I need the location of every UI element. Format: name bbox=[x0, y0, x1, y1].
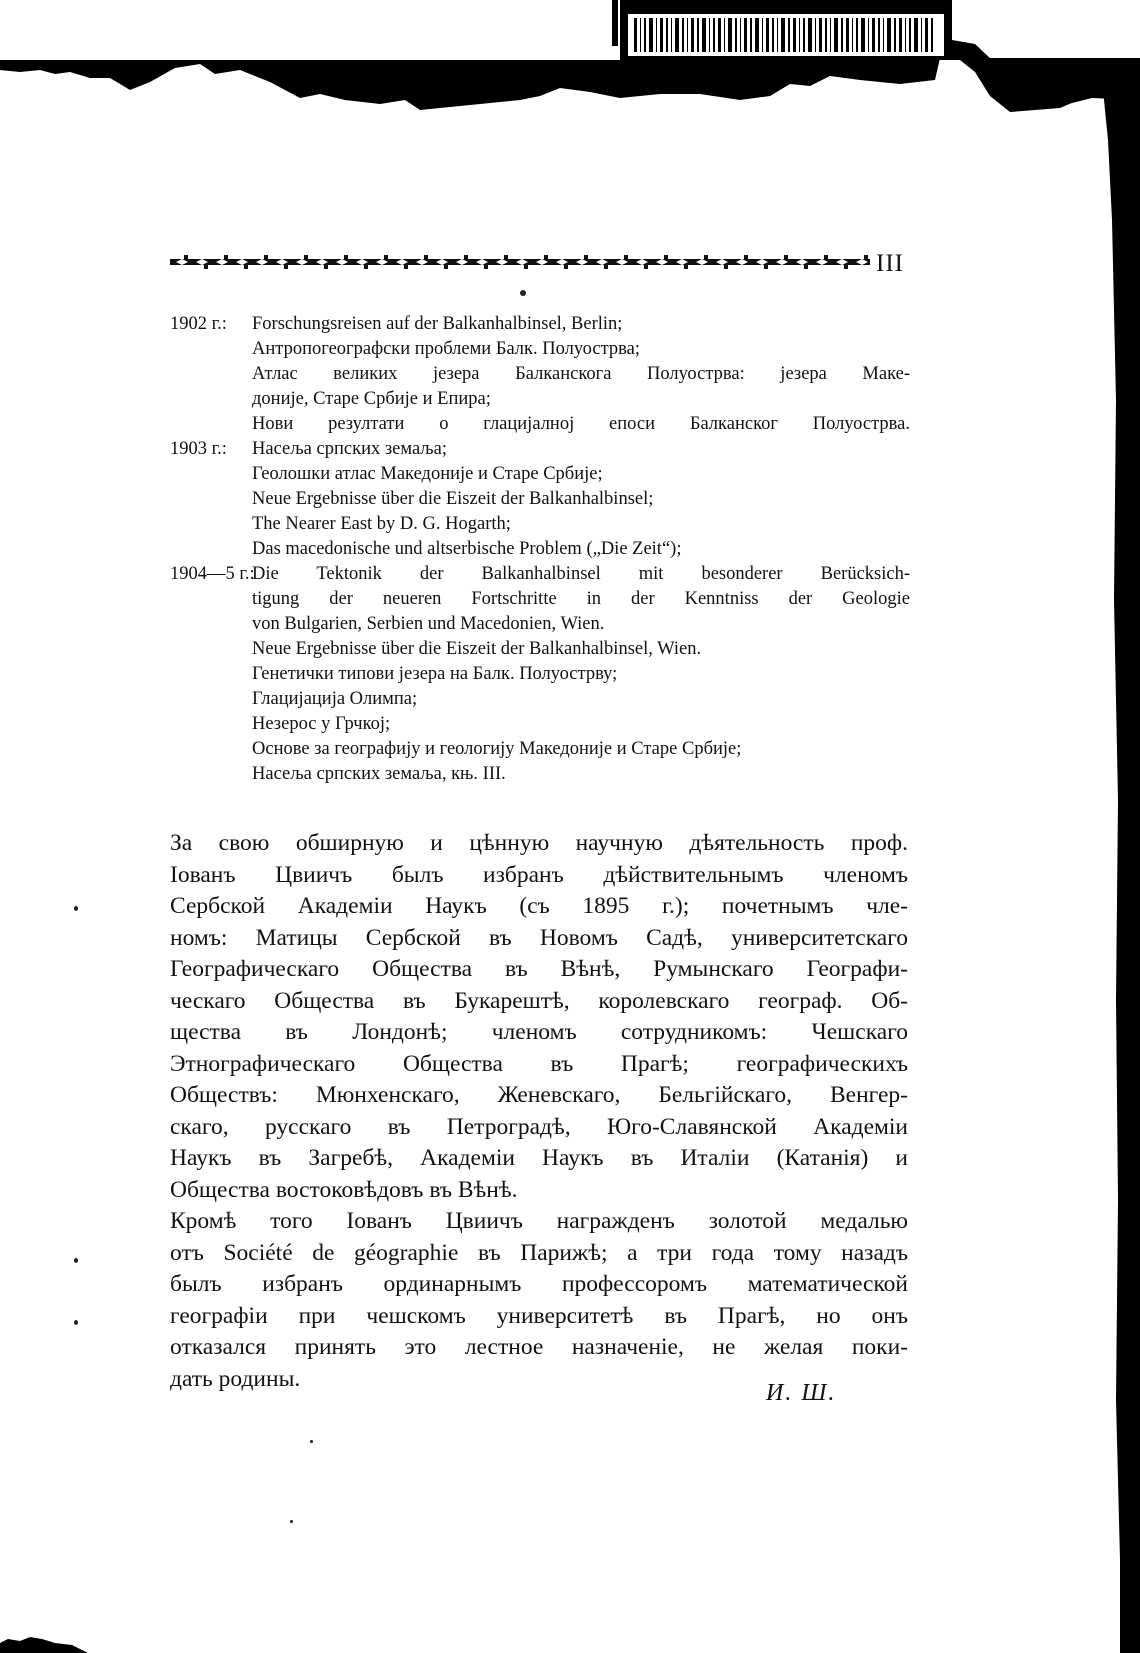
text-line: ческаго Общества въ Букарештѣ, королевскаго географ. Об- bbox=[170, 987, 908, 1014]
text-line: Географическаго Общества въ Вѣнѣ, Румынскаго Географи- bbox=[170, 956, 908, 982]
scan-edge-top bbox=[0, 0, 1140, 140]
bibliography-line: Атлас великих језера Балканскога Полуострва: језера Маке- bbox=[252, 364, 910, 384]
bibliography-line: Насеља српских земаља; bbox=[252, 439, 447, 459]
bibliography-works bbox=[252, 312, 910, 437]
text-line: отъ Société de géographie въ Парижѣ; а три года тому назадъ bbox=[170, 1239, 908, 1266]
bibliography-entry bbox=[170, 312, 910, 437]
bibliography-list bbox=[170, 312, 910, 787]
text-line: номъ: Матицы Сербской въ Новомъ Садѣ, университетскаго bbox=[170, 924, 908, 951]
paragraph-honors bbox=[170, 828, 908, 1206]
bibliography-line: Die Tektonik der Balkanhalbinsel mit besonderer Berücksich- bbox=[252, 564, 910, 584]
text-line: отказался принять это лестное назначеніе, не желая поки- bbox=[170, 1334, 908, 1360]
bibliography-line: von Bulgarien, Serbien und Macedonien, Wien. bbox=[252, 614, 605, 634]
text-line: Наукъ въ Загребѣ, Академіи Наукъ въ Италіи (Катанія) и bbox=[170, 1145, 908, 1171]
page-number: III bbox=[876, 250, 904, 277]
bibliography-line: Геолошки атлас Македоније и Старе Србије; bbox=[252, 464, 603, 484]
bibliography-line: Генетички типови језера на Балк. Полуострву; bbox=[252, 664, 618, 684]
paragraph-award bbox=[170, 1206, 908, 1395]
bibliography-entry bbox=[170, 437, 910, 562]
author-signature: И. Ш. bbox=[766, 1380, 837, 1406]
scan-speck bbox=[290, 1520, 293, 1523]
bibliography-line: Das macedonische und altserbische Problem („Die Zeit“); bbox=[252, 539, 682, 559]
bibliography-line: Neue Ergebnisse über die Eiszeit der Balkanhalbinsel; bbox=[252, 489, 654, 509]
bibliography-year: 1903 г.: bbox=[170, 439, 227, 459]
scan-speck bbox=[74, 1320, 78, 1325]
bibliography-line: tigung der neueren Fortschritte in der Kenntniss der Geologie bbox=[252, 589, 910, 609]
ornamental-rule bbox=[170, 254, 870, 270]
scan-speck bbox=[74, 1258, 78, 1263]
bibliography-line: Нови резултати о глацијалној епоси Балканског Полуострва. bbox=[252, 414, 910, 434]
scan-speck bbox=[520, 290, 526, 296]
text-line: щества въ Лондонѣ; членомъ сотрудникомъ: Чешскаго bbox=[170, 1019, 908, 1045]
scan-speck bbox=[310, 1440, 313, 1443]
text-line: дать родины. bbox=[170, 1365, 301, 1392]
bibliography-line: Насеља српских земаља, књ. III. bbox=[252, 764, 506, 784]
bibliography-line: Forschungsreisen auf der Balkanhalbinsel, Berlin; bbox=[252, 314, 623, 334]
text-line: Обществъ: Мюнхенскаго, Женевскаго, Бельгійскаго, Венгер- bbox=[170, 1082, 908, 1108]
text-line: Кромѣ того Іованъ Цвиичъ награжденъ золотой медалью bbox=[170, 1208, 908, 1234]
bibliography-line: доније, Старе Србије и Епира; bbox=[252, 389, 491, 409]
text-line: Сербской Академіи Наукъ (съ 1895 г.); почетнымъ чле- bbox=[170, 893, 908, 919]
bibliography-works bbox=[252, 562, 910, 787]
bibliography-line: The Nearer East by D. G. Hogarth; bbox=[252, 514, 511, 534]
text-line: географіи при чешскомъ университетѣ въ Прагѣ, но онъ bbox=[170, 1302, 908, 1329]
scan-edge-right bbox=[1086, 0, 1140, 1653]
barcode-label: UNIVERSITY OF MICHIGAN bbox=[760, 2, 876, 11]
bibliography-year: 1902 г.: bbox=[170, 314, 227, 334]
text-line: былъ избранъ ординарнымъ профессоромъ математической bbox=[170, 1271, 908, 1297]
text-line: Іованъ Цвиичъ былъ избранъ дѣйствительнымъ членомъ bbox=[170, 861, 908, 888]
bibliography-line: Основе за географију и геологију Македоније и Старе Србије; bbox=[252, 739, 742, 759]
bibliography-line: Антропогеографски проблеми Балк. Полуострва; bbox=[252, 339, 640, 359]
bibliography-works bbox=[252, 437, 910, 562]
text-line: За свою обширную и цѣнную научную дѣятельность проф. bbox=[170, 830, 908, 856]
bibliography-line: Neue Ergebnisse über die Eiszeit der Balkanhalbinsel, Wien. bbox=[252, 639, 702, 659]
scan-speck bbox=[74, 906, 78, 911]
body-text bbox=[170, 828, 908, 1395]
bibliography-line: Незерос у Грчкој; bbox=[252, 714, 391, 734]
text-line: скаго, русскаго въ Петроградѣ, Юго-Славянской Академіи bbox=[170, 1113, 908, 1140]
barcode bbox=[628, 14, 944, 56]
text-line: Общества востоковѣдовъ въ Вѣнѣ. bbox=[170, 1176, 518, 1203]
text-line: Этнографическаго Общества въ Прагѣ; географическихъ bbox=[170, 1050, 908, 1077]
scan-edge-corner bbox=[0, 1623, 90, 1653]
bibliography-line: Глацијација Олимпа; bbox=[252, 689, 418, 709]
bibliography-entry bbox=[170, 562, 910, 787]
bibliography-year: 1904—5 г.: bbox=[170, 564, 255, 584]
